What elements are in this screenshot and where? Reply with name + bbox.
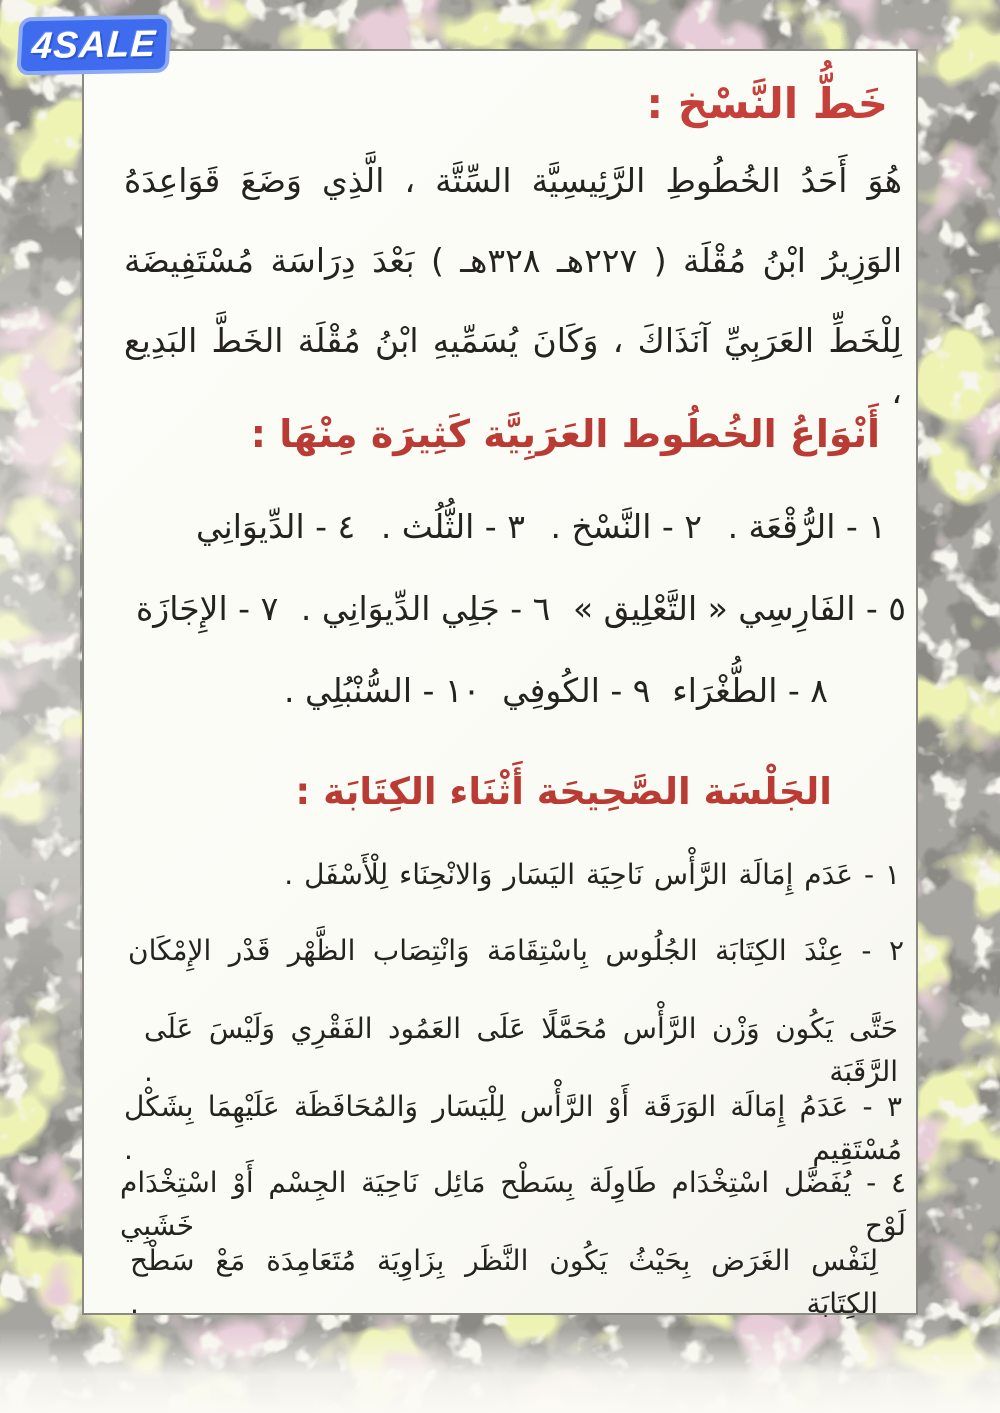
page-title: خَطُّ النَّسْخ : <box>646 79 888 128</box>
posture-line: ٣ - عَدَمُ إِمَالَة الوَرَقَة أَوْ الرَّأْس لِلْيَسَار وَالمُحَافَظَة عَلَيْهِمَا بِشَكْل مُسْتَقِيم . <box>124 1090 902 1167</box>
posture-line: لِنَفْس الغَرَض بِحَيْثُ يَكُون النَّظَر بِزَاوِيَة مُتَعَامِدَة مَعْ سَطْح الكِتَابَة . <box>130 1244 878 1321</box>
posture-heading: الجَلْسَة الصَّحِيحَة أَثْنَاء الكِتَابَة : <box>295 770 832 813</box>
posture-line: ١ - عَدَم إِمَالَة الرَّأْس نَاحِيَة اليَسَار وَالانْحِنَاء لِلْأَسْفَل . <box>284 858 900 891</box>
type-item: ٣ - الثُّلُث . <box>380 507 525 546</box>
types-heading: أَنْوَاعُ الخُطُوط العَرَبِيَّة كَثِيرَة مِنْهَا : <box>250 412 880 456</box>
posture-line: ٤ - يُفَضَّل اسْتِخْدَام طَاوِلَة بِسَطْح مَائِل نَاحِيَة الجِسْم أَوْ اسْتِخْدَام لَوْح خَشَبِي <box>120 1166 906 1243</box>
page <box>82 49 918 1321</box>
type-item: ٧ - الإِجَازَة <box>136 589 279 628</box>
type-item: ١٠ - السُّنْبُلِي . <box>284 671 481 710</box>
type-item: ٤ - الدِّيوَانِي <box>196 507 356 546</box>
posture-line: حَتَّى يَكُون وَزْن الرَّأْس مُحَمَّلًا عَلَى العَمُود الفَقْرِي وَلَيْسَ عَلَى الرَّقَبَة . <box>144 1012 898 1089</box>
type-item: ٢ - النَّسْخ . <box>550 507 703 546</box>
type-row <box>196 507 886 546</box>
type-item: ٦ - جَلِي الدِّيوَانِي . <box>300 589 551 628</box>
watermark-logo-label: 4SALE <box>30 22 158 67</box>
bottom-edge-fade <box>0 1328 1000 1413</box>
type-item: ٩ - الكُوفِي <box>502 671 651 710</box>
type-row <box>136 589 906 628</box>
intro-line: هُوَ أَحَدُ الخُطُوطِ الرَّئِيسِيَّة السِّتَّة ، الَّذِي وَضَعَ قَوَاعِدَهُ <box>124 161 902 200</box>
intro-line: الوَزِيرُ ابْنُ مُقْلَة ( ٢٢٧هـ ٣٢٨هـ ) بَعْدَ دِرَاسَة مُسْتَفِيضَة <box>124 241 902 280</box>
type-item: ٥ - الفَارِسِي « التَّعْلِيق » <box>572 589 906 628</box>
type-row <box>284 671 828 710</box>
posture-line: ٢ - عِنْدَ الكِتَابَة الجُلُوس بِاسْتِقَامَة وَانْتِصَاب الظَّهْر قَدْر الإِمْكَان <box>128 934 904 967</box>
intro-line: لِلْخَطِّ العَرَبِيِّ آنَذَاكَ ، وَكَانَ يُسَمِّيهِ ابْنُ مُقْلَة الخَطَّ البَدِيع ، <box>124 321 902 412</box>
type-item: ٨ - الطُّغْرَاء <box>672 671 828 710</box>
left-edge-fade <box>0 150 80 1130</box>
watermark-logo <box>16 15 171 76</box>
type-item: ١ - الرُّقْعَة . <box>727 507 886 546</box>
